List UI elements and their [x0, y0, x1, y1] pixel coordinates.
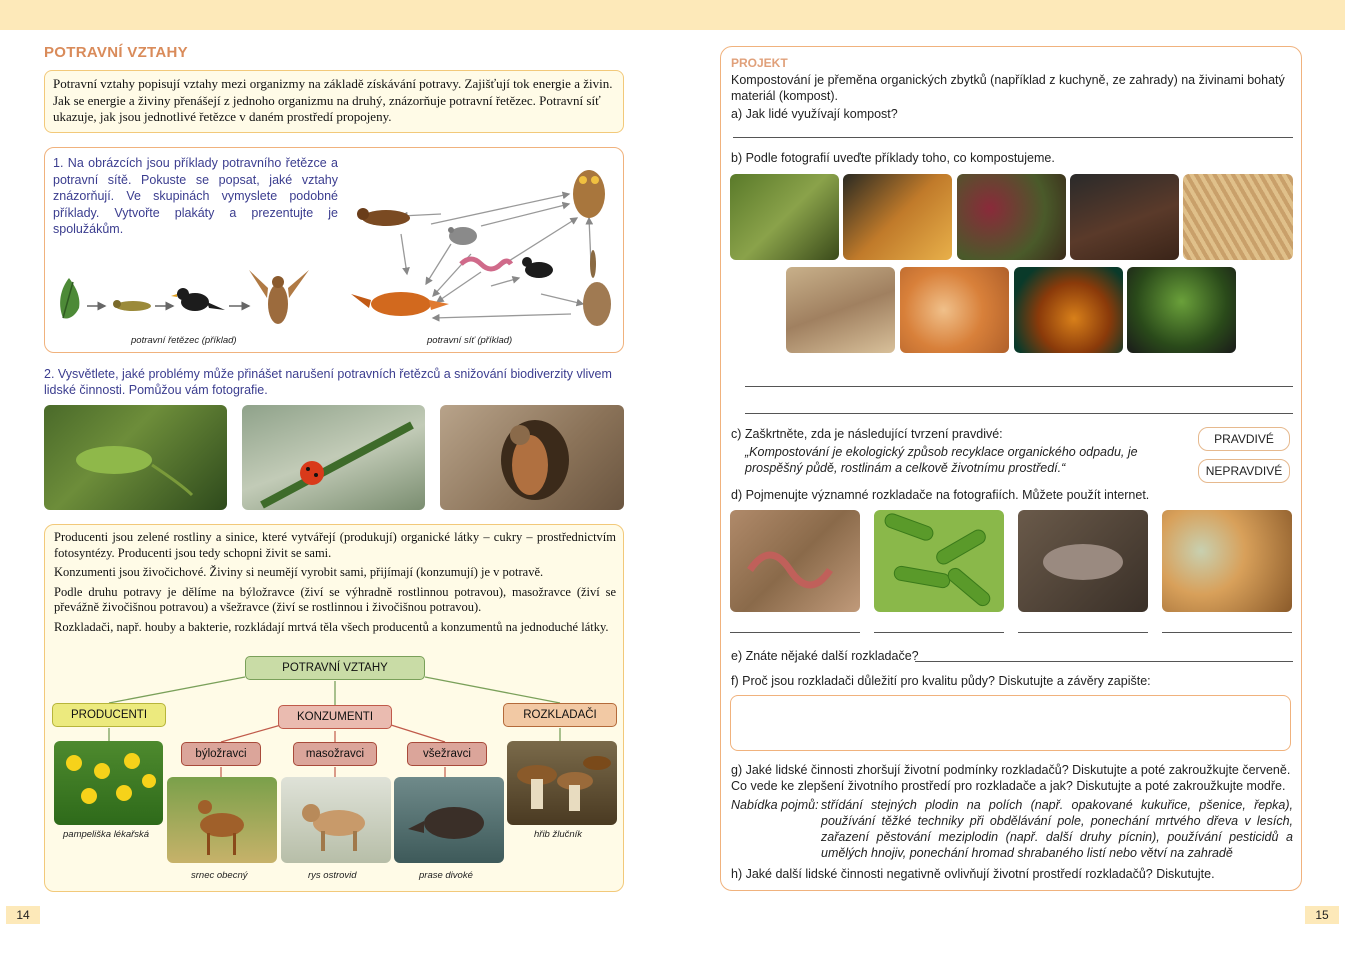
woodlouse-photo — [1018, 510, 1148, 612]
answer-line-a[interactable] — [733, 137, 1293, 138]
eggshells-photo — [900, 267, 1009, 353]
para-druhy: Podle druhu potravy je dělíme na býložravce (živí se výhradně rostlinnou potravou), masožravce (živí se převážně živočišnou potravou) a všežravce (živí se rostlinnou i živočišnou potravou). — [54, 584, 616, 614]
para-producenti: Producenti jsou zelené rostliny a sinice, které vytvářejí (produkují) organické látky – cukry – prostřednictvím fotosyntézy. Producenti jsou tedy schopni živit se sami. — [54, 530, 616, 560]
bacteria-photo — [874, 510, 1004, 612]
marten-icon — [357, 208, 410, 226]
answer-line-e[interactable] — [915, 661, 1293, 662]
answer-line-d2[interactable] — [874, 632, 1004, 633]
node-rozkladaci: ROZKLADAČI — [503, 703, 617, 727]
false-button[interactable]: NEPRAVDIVÉ — [1198, 459, 1290, 483]
wood-shavings-photo — [1183, 174, 1293, 260]
offer-label: Nabídka pojmů: — [731, 798, 819, 812]
project-intro: Kompostování je přeměna organických zbytků (například z kuchyně, ze zahrady) na živinami bohatý materiál (kompost). — [731, 73, 1285, 103]
offer-text: střídání stejných plodin na polích (např. opakované kukuřice, pšenice, řepka), používání těžké techniky při obdělávání pole, ponechání mrtvého dřeva v lesích, zařazení pěstování meziplodin (např. další druhy pícnin), používání pesticidů a umělých hnojiv, ponechání hromad shrabaného listí nebo větví na zahradě — [821, 798, 1293, 860]
owl-icon — [573, 170, 605, 218]
compost-garden-photo — [730, 174, 839, 260]
compost-fruit-photo — [957, 174, 1066, 260]
task1-text: 1. Na obrázcích jsou příklady potravního řetězce a potravní sítě. Pokuste se popsat, jaké vztahy znázorňují. Ve skupinách vymyslete podobné příklady. Vytvořte plakáty a prezentujte je spolužákům. — [53, 156, 338, 236]
straw-chicken-photo — [786, 267, 895, 353]
answer-line-d3[interactable] — [1018, 632, 1148, 633]
left-page — [44, 44, 626, 894]
coffee-grounds-photo — [1070, 174, 1179, 260]
kestrel-photo — [440, 405, 624, 510]
caption-pampeliska: pampeliška lékařská — [63, 829, 150, 840]
caption-rys: rys ostrovid — [308, 870, 357, 881]
page-number-right: 15 — [1305, 906, 1339, 924]
node-producenti: PRODUCENTI — [52, 703, 166, 727]
tea-bag-photo — [1014, 267, 1123, 353]
food-chain-illustration — [53, 248, 323, 338]
top-band — [0, 0, 1345, 30]
question-d: d) Pojmenujte významné rozkladače na fotografiích. Můžete použít internet. — [731, 488, 1150, 502]
caterpillar-icon — [113, 300, 151, 311]
answer-line-d1[interactable] — [730, 632, 860, 633]
mold-photo — [1162, 510, 1292, 612]
worm-icon — [461, 259, 511, 269]
para-konzumenti: Konzumenti jsou živočichové. Živiny si neumějí vyrobit sami, přijímají (konzumují) je v potravě. — [54, 565, 544, 579]
earthworm-photo — [730, 510, 860, 612]
caption-hrib: hřib žlučník — [534, 829, 583, 840]
node-konzumenti: KONZUMENTI — [278, 705, 392, 729]
project-box — [720, 46, 1302, 891]
page-title: POTRAVNÍ VZTAHY — [44, 44, 188, 61]
chain-caption: potravní řetězec (příklad) — [131, 335, 237, 346]
node-masozravci: masožravci — [293, 742, 377, 766]
question-g: g) Jaké lidské činnosti zhoršují životní podmínky rozkladačů? Diskutujte a poté zakroužkujte červeně. Co vede ke zlepšení životního prostředí pro rozkladače a jak? Diskutujte a poté zakroužkujte modře. — [731, 763, 1291, 793]
food-web-illustration — [341, 154, 621, 334]
node-bylozravci: býložravci — [181, 742, 261, 766]
compost-leaves-photo — [843, 174, 952, 260]
answer-box-f[interactable] — [730, 695, 1291, 751]
grass-clippings-photo — [1127, 267, 1236, 353]
lynx-photo — [281, 777, 391, 863]
mouse-icon — [448, 227, 477, 245]
blackbird-icon — [171, 288, 225, 311]
web-caption: potravní síť (příklad) — [427, 335, 513, 346]
ladybug-photo — [242, 405, 425, 510]
caption-prase: prase divoké — [419, 870, 473, 881]
answer-line-d4[interactable] — [1162, 632, 1292, 633]
question-b: b) Podle fotografií uveďte příklady toho, co kompostujeme. — [731, 151, 1055, 165]
blackbird-icon — [522, 257, 553, 278]
task2-text: 2. Vysvětlete, jaké problémy může přinášet narušení potravních řetězců a snižování biodiverzity vlivem lidské činnosti. Pomůžou vám fotografie. — [44, 367, 612, 397]
node-vsezravci: všežravci — [407, 742, 487, 766]
dandelion-photo — [54, 741, 163, 825]
caption-srnec: srnec obecný — [191, 870, 248, 881]
question-h: h) Jaké další lidské činnosti negativně ovlivňují životní prostředí rozkladačů? Diskutujte. — [731, 867, 1215, 881]
bolete-photo — [507, 741, 617, 825]
question-c-quote: „Kompostování je ekologický způsob recyklace organického odpadu, je prospěšný půdě, rostlinám a celkově životnímu prostředí.“ — [745, 445, 1138, 475]
true-button[interactable]: PRAVDIVÉ — [1198, 427, 1290, 451]
question-f: f) Proč jsou rozkladači důležití pro kvalitu půdy? Diskutujte a závěry zapište: — [731, 674, 1151, 688]
hawk-icon — [249, 270, 309, 324]
wild-boar-photo — [394, 777, 504, 863]
roe-deer-photo — [167, 777, 277, 863]
answer-line-b2[interactable] — [745, 413, 1293, 414]
intro-box: Potravní vztahy popisují vztahy mezi organizmy na základě získávání potravy. Zajišťují tok energie a živin. Jak se energie a živiny přenášejí z jednoho organizmu na druhý, znázorňuje potravní řetězec. Potravní síť ukazuje, jak jsou jednotlivé řetězce v daném prostředí propojeny. — [44, 70, 624, 133]
para-rozkladaci: Rozkladači, např. houby a bakterie, rozkládají mrtvá těla všech producentů a konzumentů na jednoduché látky. — [54, 619, 609, 634]
node-potravni-vztahy: POTRAVNÍ VZTAHY — [245, 656, 425, 680]
question-a: a) Jak lidé využívají kompost? — [731, 107, 898, 121]
question-e: e) Znáte nějaké další rozkladače? — [731, 649, 919, 663]
fox-icon — [351, 292, 449, 316]
oak-leaf-icon — [60, 278, 79, 319]
chameleon-photo — [44, 405, 227, 510]
page-number-left: 14 — [6, 906, 40, 924]
info-box — [44, 524, 624, 892]
answer-line-b1[interactable] — [745, 386, 1293, 387]
project-label: PROJEKT — [731, 56, 788, 70]
hare-icon — [583, 250, 611, 326]
task1-box — [44, 147, 624, 353]
question-c: c) Zaškrtněte, zda je následující tvrzení pravdivé: — [731, 427, 1003, 441]
